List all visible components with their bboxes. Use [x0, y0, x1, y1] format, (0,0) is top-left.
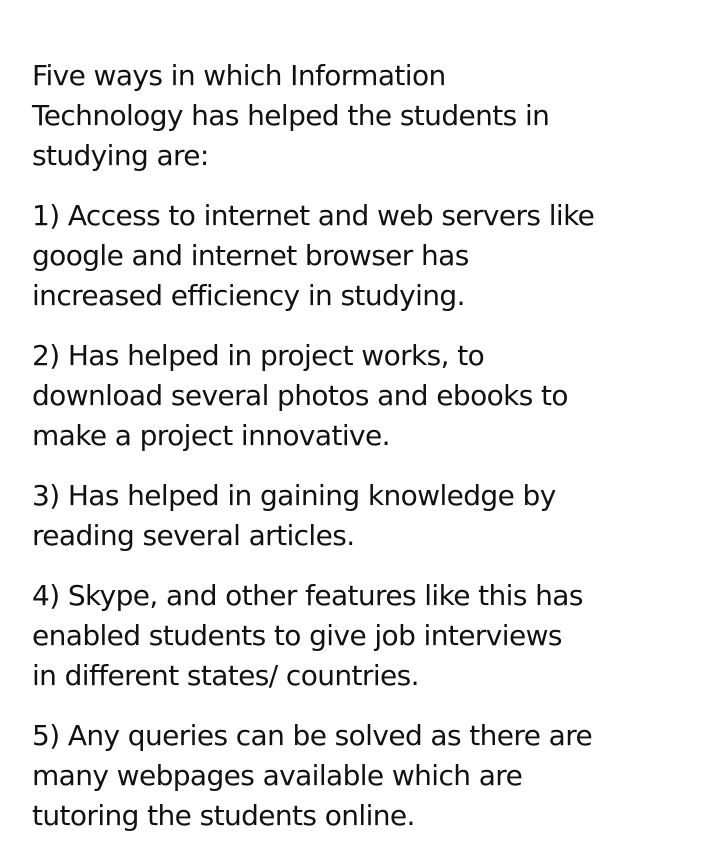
- point-line: make a project innovative.: [32, 419, 390, 452]
- point-line: 3) Has helped in gaining knowledge by: [32, 479, 556, 512]
- intro-line: studying are:: [32, 139, 209, 172]
- point-line: in different states/ countries.: [32, 659, 419, 692]
- intro-line: Five ways in which Information: [32, 59, 446, 92]
- point-line: 2) Has helped in project works, to: [32, 339, 485, 372]
- point-line: google and internet browser has: [32, 239, 469, 272]
- point-1: [32, 196, 702, 316]
- point-3: [32, 476, 702, 556]
- intro-line: Technology has helped the students in: [32, 99, 550, 132]
- point-4: [32, 576, 702, 696]
- answer-document: [32, 56, 702, 856]
- point-line: tutoring the students online.: [32, 799, 415, 832]
- point-line: many webpages available which are: [32, 759, 523, 792]
- point-line: reading several articles.: [32, 519, 355, 552]
- point-line: 1) Access to internet and web servers like: [32, 199, 595, 232]
- point-line: 5) Any queries can be solved as there are: [32, 719, 593, 752]
- point-line: download several photos and ebooks to: [32, 379, 568, 412]
- point-2: [32, 336, 702, 456]
- point-5: [32, 716, 702, 836]
- point-line: 4) Skype, and other features like this has: [32, 579, 583, 612]
- intro-paragraph: [32, 56, 702, 176]
- point-line: enabled students to give job interviews: [32, 619, 562, 652]
- point-line: increased efficiency in studying.: [32, 279, 465, 312]
